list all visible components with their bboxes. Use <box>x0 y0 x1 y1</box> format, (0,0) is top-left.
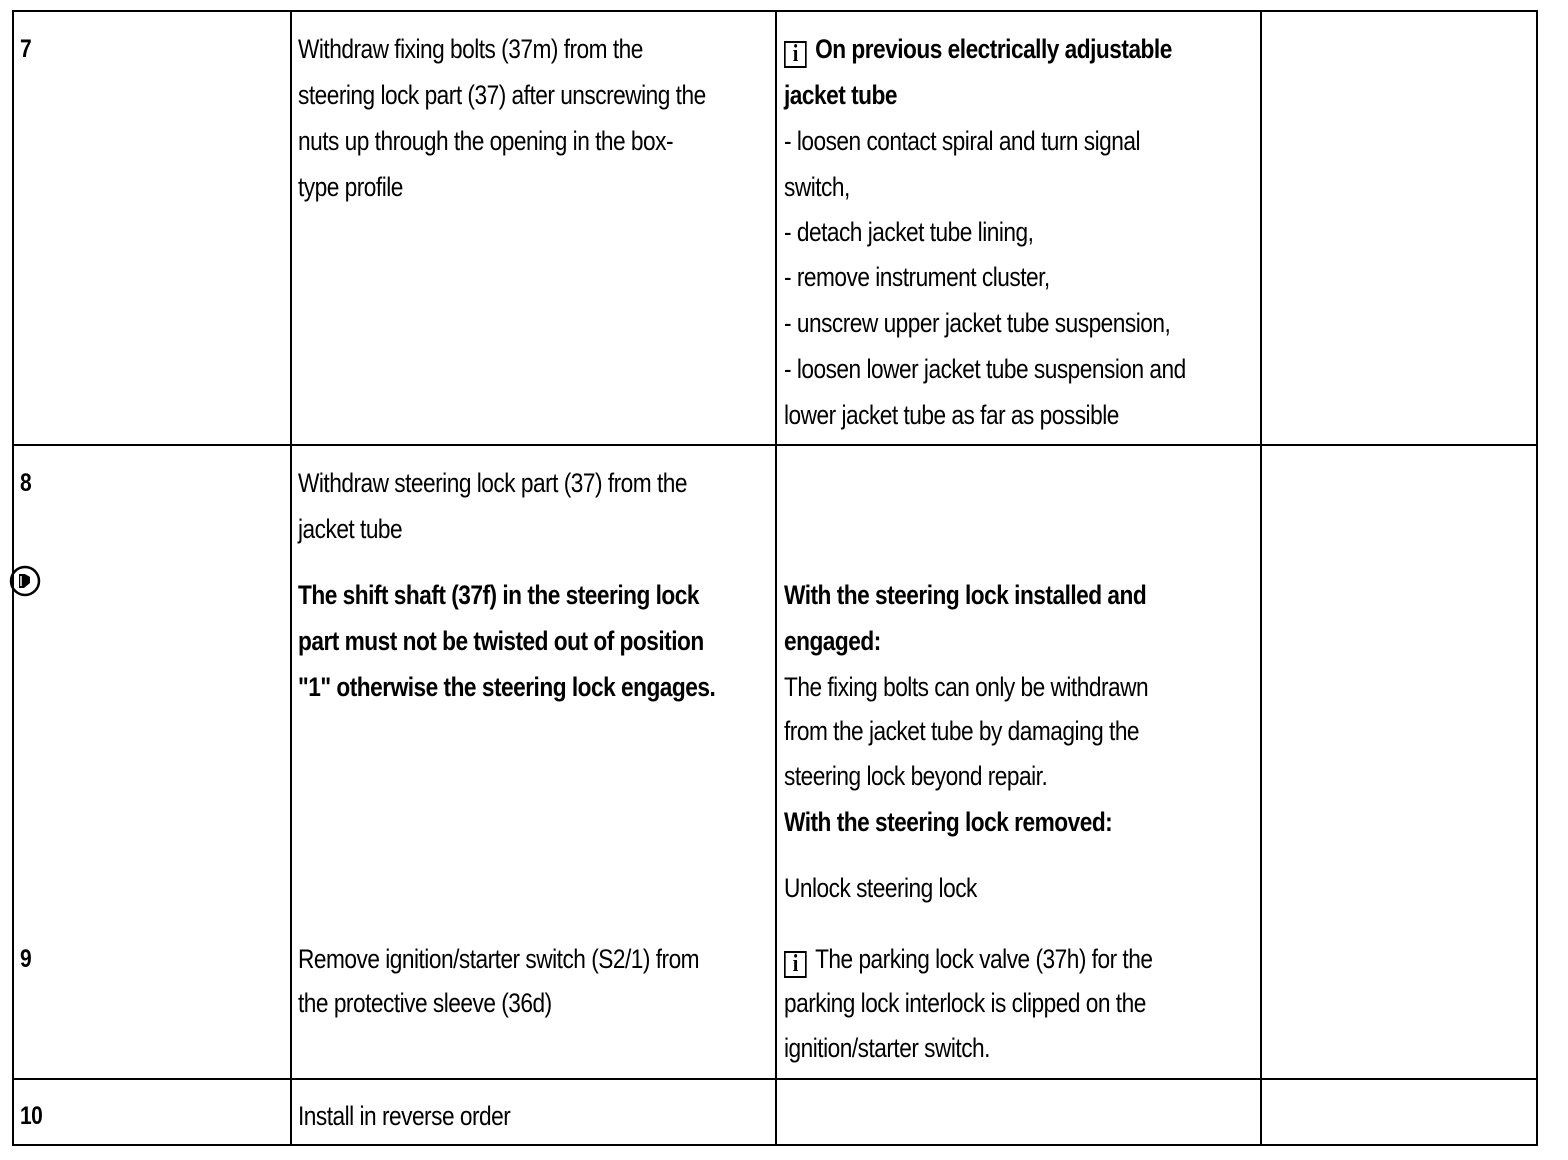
note-line: - loosen lower jacket tube suspension and <box>784 354 1186 384</box>
note-line: parking lock interlock is clipped on the <box>784 988 1146 1018</box>
instruction-line: Withdraw fixing bolts (37m) from the <box>298 34 643 64</box>
note-line: - loosen contact spiral and turn signal <box>784 126 1141 156</box>
step-number: 8 <box>20 469 32 497</box>
caution-hand-icon <box>8 564 42 598</box>
info-icon: i <box>784 41 807 68</box>
note-line: - remove instrument cluster, <box>784 262 1050 292</box>
column-divider-1 <box>290 12 292 1144</box>
note-line: switch, <box>784 172 850 202</box>
instruction-line: Withdraw steering lock part (37) from the <box>298 468 687 498</box>
caution-line: "1" otherwise the steering lock engages. <box>298 672 716 702</box>
instruction-line: type profile <box>298 172 403 202</box>
procedure-table <box>12 10 1538 1146</box>
row-divider-1 <box>14 444 1536 446</box>
note-line: Unlock steering lock <box>784 873 977 903</box>
note-line: lower jacket tube as far as possible <box>784 400 1119 430</box>
note-line: ignition/starter switch. <box>784 1033 990 1063</box>
column-divider-3 <box>1260 12 1262 1144</box>
column-divider-2 <box>775 12 777 1144</box>
note-line: - detach jacket tube lining, <box>784 217 1034 247</box>
step-number: 9 <box>20 945 32 973</box>
note-line: i The parking lock valve (37h) for the <box>784 936 1152 982</box>
instruction-line: jacket tube <box>298 514 403 544</box>
note-heading: i On previous electrically adjustable <box>784 26 1172 72</box>
note-heading: With the steering lock removed: <box>784 807 1113 837</box>
instruction-line: nuts up through the opening in the box- <box>298 126 674 156</box>
step-number: 7 <box>20 35 32 63</box>
instruction-line: the protective sleeve (36d) <box>298 988 552 1018</box>
instruction-line: steering lock part (37) after unscrewing the <box>298 80 706 110</box>
note-heading: With the steering lock installed and <box>784 580 1147 610</box>
info-icon: i <box>784 951 807 978</box>
note-heading: jacket tube <box>784 80 897 110</box>
step-number: 10 <box>20 1102 43 1130</box>
instruction-line: Install in reverse order <box>298 1101 511 1131</box>
caution-line: part must not be twisted out of position <box>298 626 704 656</box>
note-heading: engaged: <box>784 626 881 656</box>
row-divider-2 <box>14 1078 1536 1080</box>
note-line: The fixing bolts can only be withdrawn <box>784 672 1149 702</box>
instruction-line: Remove ignition/starter switch (S2/1) from <box>298 944 700 974</box>
note-line: from the jacket tube by damaging the <box>784 716 1140 746</box>
note-line: - unscrew upper jacket tube suspension, <box>784 308 1171 338</box>
caution-line: The shift shaft (37f) in the steering lock <box>298 580 699 610</box>
note-line: steering lock beyond repair. <box>784 761 1048 791</box>
